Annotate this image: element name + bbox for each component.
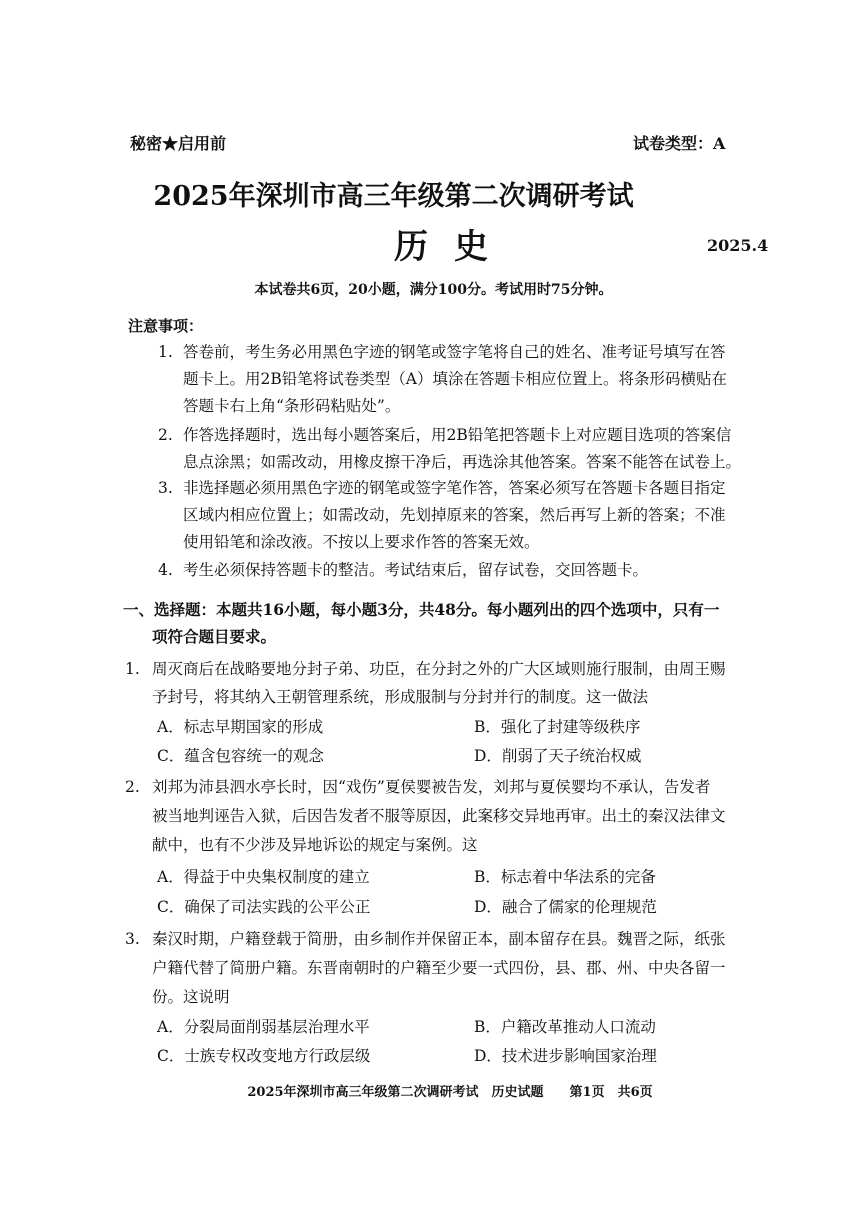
option-a: A．标志早期国家的形成 — [157, 718, 324, 736]
notice-item-line: 区域内相应位置上；如需改动，先划掉原来的答案，然后再写上新的答案；不准 — [183, 506, 726, 524]
option-b: B．强化了封建等级秩序 — [474, 718, 641, 736]
section-heading-continued: 项符合题目要求。 — [152, 627, 277, 646]
option-b: B．户籍改革推动人口流动 — [474, 1018, 656, 1036]
notice-item-line: 题卡上。用2B铅笔将试卷类型（A）填涂在答题卡相应位置上。将条形码横贴在 — [183, 370, 727, 388]
question-stem-line: 予封号，将其纳入王朝管理系统，形成服制与分封并行的制度。这一做法 — [152, 688, 649, 706]
notice-item-number: 3. — [158, 479, 173, 497]
notice-item-line: 非选择题必须用黑色字迹的钢笔或签字笔作答，答案必须写在答题卡各题目指定 — [183, 479, 726, 497]
question-number: 3. — [125, 930, 140, 948]
option-d: D．融合了儒家的伦理规范 — [474, 898, 657, 916]
notice-item-number: 1. — [158, 343, 173, 361]
notice-item-number: 2. — [158, 426, 173, 444]
option-a: A．分裂局面削弱基层治理水平 — [157, 1018, 370, 1036]
option-c: C．士族专权改变地方行政层级 — [157, 1047, 371, 1065]
paper-type-label: 试卷类型：A — [633, 134, 726, 153]
section-heading: 一、选择题：本题共16小题，每小题3分，共48分。每小题列出的四个选项中，只有一 — [123, 600, 720, 619]
option-a: A．得益于中央集权制度的建立 — [157, 868, 370, 886]
notice-item-line: 考生必须保持答题卡的整洁。考试结束后，留存试卷，交回答题卡。 — [183, 561, 649, 579]
question-stem-line: 份。这说明 — [152, 988, 230, 1006]
option-c: C．确保了司法实践的公平公正 — [157, 898, 371, 916]
question-stem-line: 献中，也有不少涉及异地诉讼的规定与案例。这 — [152, 836, 478, 854]
question-stem-line: 秦汉时期，户籍登载于简册，由乡制作并保留正本，副本留存在县。魏晋之际，纸张 — [152, 930, 726, 948]
option-d: D．削弱了天子统治权威 — [474, 747, 642, 765]
question-stem-line: 户籍代替了简册户籍。东晋南朝时的户籍至少要一式四份，县、郡、州、中央各留一 — [152, 959, 726, 977]
question-stem-line: 周灭商后在战略要地分封子弟、功臣，在分封之外的广大区域则施行服制，由周王赐 — [152, 660, 726, 678]
question-stem-line: 被当地判诬告入狱，后因告发者不服等原因，此案移交异地再审。出土的秦汉法律文 — [152, 807, 726, 825]
question-number: 2. — [125, 778, 140, 796]
question-number: 1. — [125, 660, 140, 678]
option-d: D．技术进步影响国家治理 — [474, 1047, 657, 1065]
confidential-label: 秘密★启用前 — [130, 134, 227, 153]
option-c: C．蕴含包容统一的观念 — [157, 747, 324, 765]
notice-heading: 注意事项： — [128, 317, 204, 335]
page-footer: 2025年深圳市高三年级第二次调研考试 历史试题 第1页 共6页 — [247, 1085, 653, 1100]
subject-title: 历史 — [394, 227, 514, 267]
exam-title: 2025年深圳市高三年级第二次调研考试 — [153, 181, 634, 212]
notice-item-line: 答卷前，考生务必用黑色字迹的钢笔或签字笔将自己的姓名、准考证号填写在答 — [183, 343, 726, 361]
question-stem-line: 刘邦为沛县泗水亭长时，因“戏伤”夏侯婴被告发，刘邦与夏侯婴均不承认，告发者 — [152, 778, 711, 796]
option-b: B．标志着中华法系的完备 — [474, 868, 656, 886]
exam-info: 本试卷共6页，20小题，满分100分。考试用时75分钟。 — [254, 282, 613, 298]
notice-item-number: 4. — [158, 561, 173, 579]
exam-date: 2025.4 — [707, 236, 769, 255]
notice-item-line: 作答选择题时，选出每小题答案后，用2B铅笔把答题卡上对应题目选项的答案信 — [183, 426, 732, 444]
notice-item-line: 使用铅笔和涂改液。不按以上要求作答的答案无效。 — [183, 533, 540, 551]
notice-item-line: 答题卡右上角“条形码粘贴处”。 — [183, 397, 401, 415]
notice-item-line: 息点涂黑；如需改动，用橡皮擦干净后，再选涂其他答案。答案不能答在试卷上。 — [183, 453, 742, 471]
